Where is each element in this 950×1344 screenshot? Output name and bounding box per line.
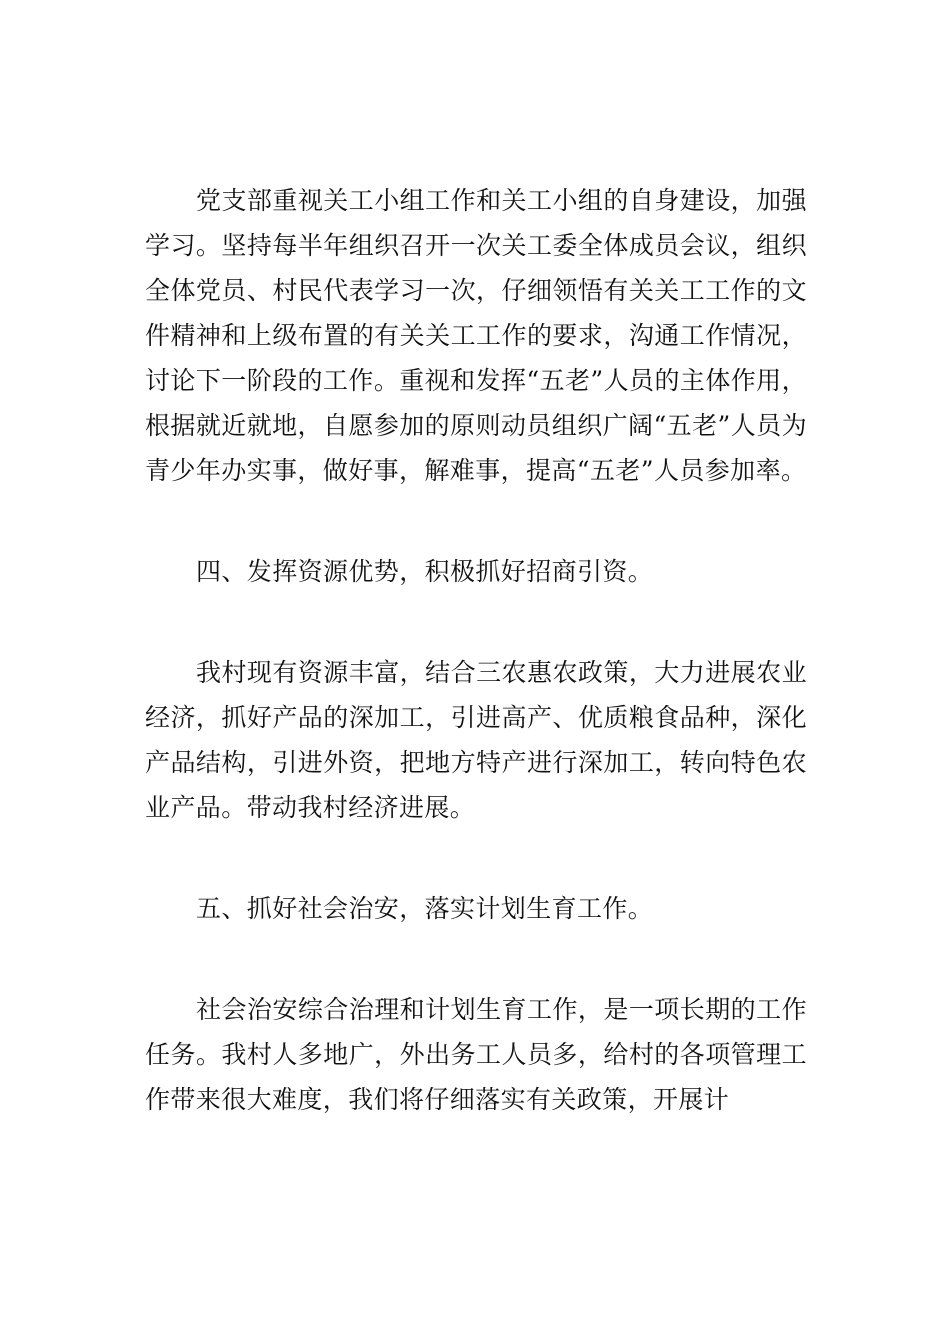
paragraph-party-branch: 党支部重视关工小组工作和关工小组的自身建设，加强学习。坚持每半年组织召开一次关工委全体成员会议，组织全体党员、村民代表学习一次，仔细领悟有关关工工作的文件精神和上级布置的有关关工工作的要求，沟通工作情况，讨论下一阶段的工作。重视和发挥“五老”人员的主体作用，根据就近就地，自愿参加的原则动员组织广阔“五老”人员为青少年办实事，做好事，解难事，提高“五老”人员参加率。 xyxy=(145,186,807,485)
paragraph-spacer xyxy=(145,931,807,987)
section-heading-four: 四、发挥资源优势，积极抓好招商引资。 xyxy=(196,557,654,586)
document-body xyxy=(145,178,807,1122)
paragraph-public-security: 社会治安综合治理和计划生育工作，是一项长期的工作任务。我村人多地广，外出务工人员多，给村的各项管理工作带来很大难度，我们将仔细落实有关政策，开展计 xyxy=(145,995,807,1114)
paragraph-spacer xyxy=(145,830,807,886)
paragraph-resources: 我村现有资源丰富，结合三农惠农政策，大力进展农业经济，抓好产品的深加工，引进高产、优质粮食品种，深化产品结构，引进外资，把地方特产进行深加工，转向特色农业产品。带动我村经济进展。 xyxy=(145,658,807,822)
paragraph-spacer xyxy=(145,594,807,650)
paragraph-spacer xyxy=(145,493,807,549)
section-heading-five: 五、抓好社会治安，落实计划生育工作。 xyxy=(196,894,654,923)
